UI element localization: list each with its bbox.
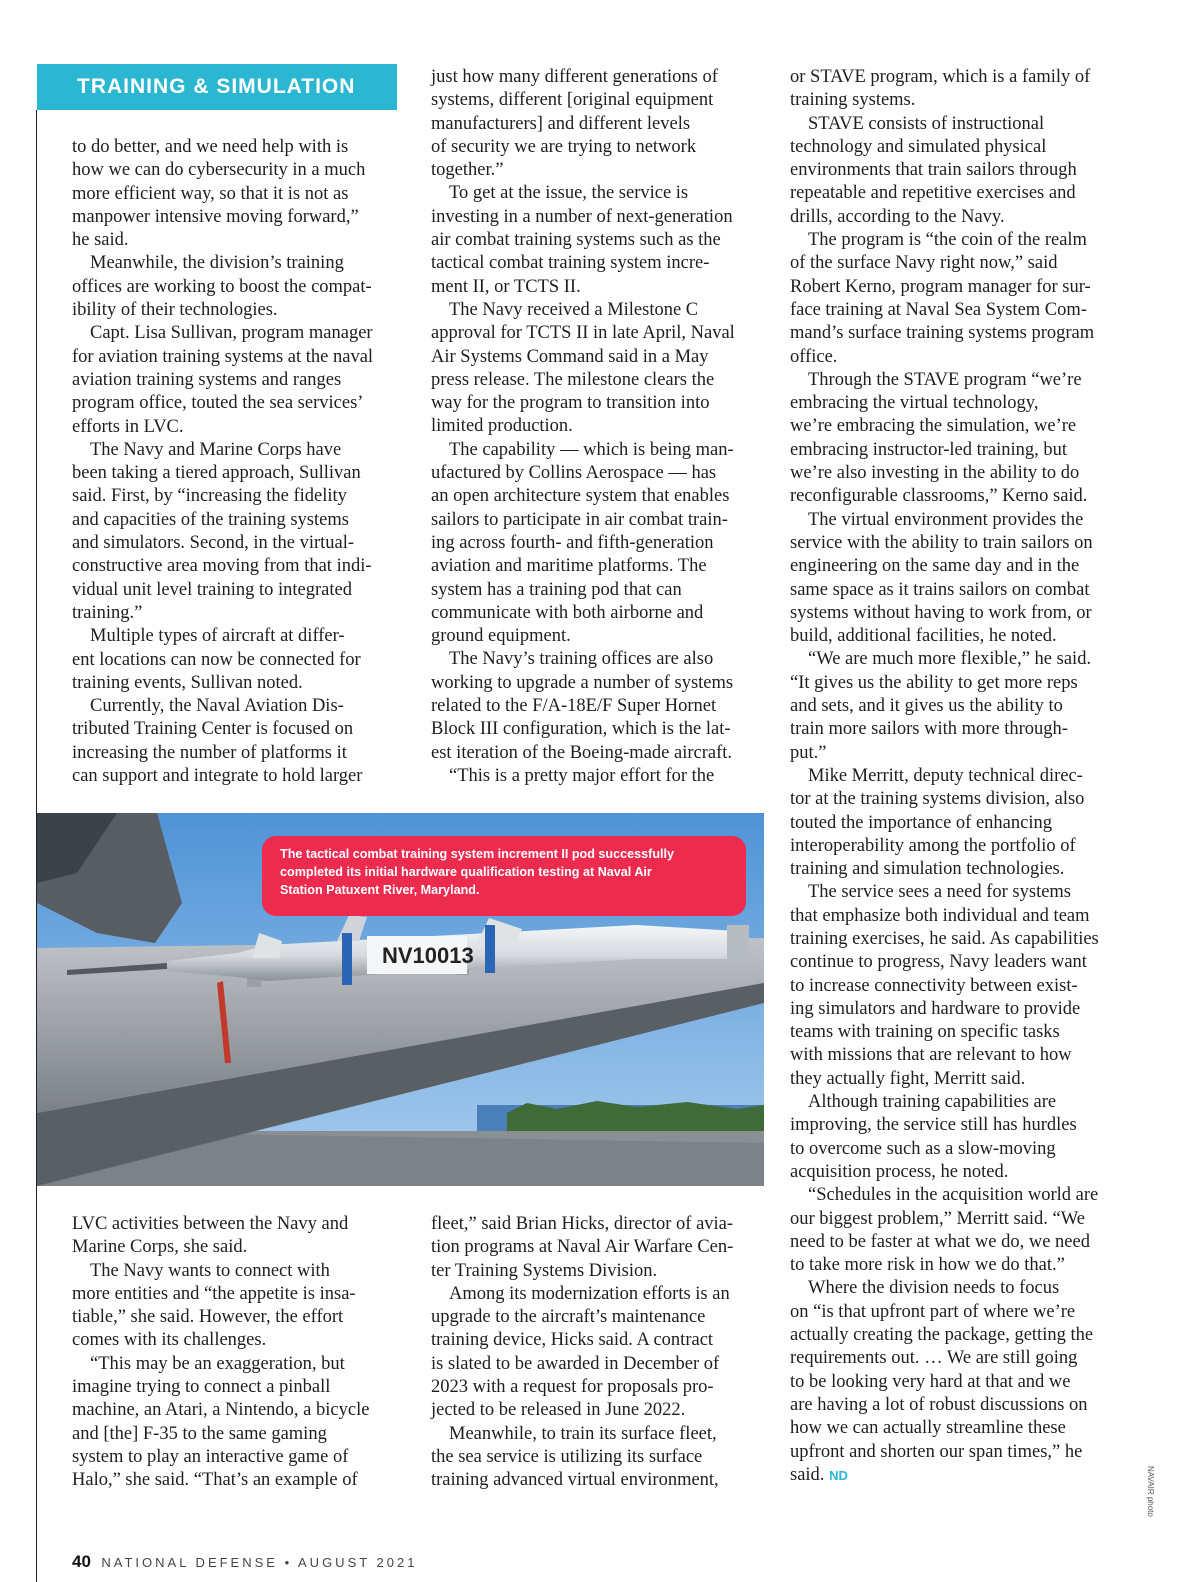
text-line: manpower intensive moving forward,”	[72, 206, 359, 227]
text-line: touted the importance of enhancing	[790, 812, 1052, 833]
text-line: The service sees a need for systems	[808, 882, 1072, 903]
text-line: efforts in LVC.	[72, 416, 184, 437]
text-line: tactical combat training system incre-	[431, 253, 710, 274]
text-line: with missions that are relevant to how	[790, 1045, 1072, 1066]
text-line: interoperability among the portfolio of	[790, 835, 1076, 856]
text-line: increasing the number of platforms it	[72, 742, 347, 763]
text-line: comes with its challenges.	[72, 1330, 267, 1351]
text-line: actually creating the package, getting the	[790, 1325, 1094, 1346]
text-line: program office, touted the sea services’	[72, 393, 364, 414]
text-line: embracing the virtual technology,	[790, 393, 1039, 414]
text-line: The Navy wants to connect with	[90, 1260, 330, 1281]
column-3	[790, 66, 1099, 1464]
text-line: been taking a tiered approach, Sullivan	[72, 463, 361, 484]
text-line: acquisition process, he noted.	[790, 1161, 1009, 1182]
text-line: our biggest problem,” Merritt said. “We	[790, 1208, 1085, 1229]
text-line: The virtual environment provides the	[808, 509, 1084, 530]
text-line: tor at the training systems division, also	[790, 789, 1085, 810]
text-line: Through the STAVE program “we’re	[808, 369, 1082, 390]
text-line: The Navy received a Milestone C	[449, 299, 699, 320]
text-line: is slated to be awarded in December of	[431, 1353, 720, 1374]
text-line: train more sailors with more through-	[790, 719, 1068, 740]
text-line: STAVE consists of instructional	[808, 113, 1045, 134]
text-line: aviation training systems and ranges	[72, 369, 342, 390]
text-line: The program is “the coin of the realm	[808, 230, 1087, 251]
text-line: together.”	[431, 160, 504, 181]
text-line: Among its modernization efforts is an	[449, 1283, 730, 1304]
text-line: manufacturers] and different levels	[431, 113, 691, 134]
page-number: 40	[72, 1552, 91, 1571]
text-line: we’re embracing the simulation, we’re	[790, 416, 1077, 437]
text-line: jected to be released in June 2022.	[431, 1400, 686, 1421]
text-line: training advanced virtual environment,	[431, 1470, 719, 1491]
text-line: Capt. Lisa Sullivan, program manager	[90, 323, 373, 344]
text-line: more entities and “the appetite is insa-	[72, 1283, 356, 1304]
photo-caption	[262, 836, 746, 916]
text-line: The Navy and Marine Corps have	[90, 439, 342, 460]
caption-line: The tactical combat training system increment II pod successfully	[280, 847, 675, 861]
text-line: are having a lot of robust discussions on	[790, 1394, 1088, 1415]
text-line: for aviation training systems at the naval	[72, 346, 374, 367]
text-line: training systems.	[790, 90, 916, 111]
text-line: investing in a number of next-generation	[431, 206, 733, 227]
text-line: ground equipment.	[431, 626, 571, 647]
text-line: Air Systems Command said in a May	[431, 346, 709, 367]
closing-text: said.	[790, 1465, 825, 1485]
caption-line: Station Patuxent River, Maryland.	[280, 883, 480, 897]
text-line: ment II, or TCTS II.	[431, 276, 581, 297]
text-line: Multiple types of aircraft at differ-	[90, 626, 345, 647]
text-line: Currently, the Naval Aviation Dis-	[90, 696, 344, 717]
text-line: training events, Sullivan noted.	[72, 672, 303, 693]
text-line: of security we are trying to network	[431, 136, 697, 157]
text-line: imagine trying to connect a pinball	[72, 1377, 331, 1398]
text-line: ing simulators and hardware to provide	[790, 998, 1081, 1019]
text-line: est iteration of the Boeing-made aircraft.	[431, 742, 733, 763]
text-line: more efficient way, so that it is not as	[72, 183, 349, 204]
text-line: Where the division needs to focus	[808, 1278, 1060, 1299]
text-line: working to upgrade a number of systems	[431, 672, 734, 693]
section-tab: TRAINING & SIMULATION	[37, 64, 397, 110]
column-3-closing-line	[790, 1464, 848, 1487]
text-line: The Navy’s training offices are also	[449, 649, 714, 670]
text-line: to increase connectivity between exist-	[790, 975, 1078, 996]
text-line: continue to progress, Navy leaders want	[790, 952, 1087, 973]
text-line: service with the ability to train sailors on	[790, 532, 1093, 553]
text-line: Robert Kerno, program manager for sur-	[790, 276, 1091, 297]
text-line: improving, the service still has hurdles	[790, 1115, 1077, 1136]
publication-info: NATIONAL DEFENSE • AUGUST 2021	[101, 1555, 418, 1570]
text-line: way for the program to transition into	[431, 393, 710, 414]
text-line: tributed Training Center is focused on	[72, 719, 354, 740]
text-line: mand’s surface training systems program	[790, 323, 1095, 344]
text-line: “This is a pretty major effort for the	[449, 765, 715, 786]
text-line: machine, an Atari, a Nintendo, a bicycle	[72, 1400, 370, 1421]
text-line: Although training capabilities are	[808, 1092, 1057, 1113]
text-line: air combat training systems such as the	[431, 230, 721, 251]
text-line: can support and integrate to hold larger	[72, 766, 363, 787]
text-line: just how many different generations of	[431, 67, 718, 87]
text-line: “It gives us the ability to get more reps	[790, 672, 1078, 693]
text-line: and [the] F-35 to the same gaming	[72, 1423, 327, 1444]
text-line: Marine Corps, she said.	[72, 1237, 248, 1258]
text-line: Halo,” she said. “That’s an example of	[72, 1470, 358, 1491]
column-1-top	[72, 136, 373, 788]
text-line: face training at Naval Sea System Com-	[790, 299, 1087, 320]
text-line: constructive area moving from that indi-	[72, 556, 372, 577]
text-line: technology and simulated physical	[790, 136, 1047, 157]
text-line: training exercises, he said. As capabilities	[790, 928, 1099, 949]
text-line: they actually fight, Merritt said.	[790, 1068, 1026, 1089]
text-line: limited production.	[431, 416, 573, 437]
text-line: and capacities of the training systems	[72, 509, 349, 530]
text-line: repeatable and repetitive exercises and	[790, 183, 1076, 204]
photo-credit: NAVAIR photo	[1146, 1466, 1155, 1517]
caption-line: completed its initial hardware qualification testing at Naval Air	[280, 865, 652, 879]
text-line: upgrade to the aircraft’s maintenance	[431, 1307, 706, 1328]
text-line: how we can do cybersecurity in a much	[72, 160, 366, 181]
end-mark-nd: ND	[829, 1468, 848, 1483]
text-line: to take more risk in how we do that.”	[790, 1255, 1065, 1276]
text-line: office.	[790, 346, 838, 367]
text-line: put.”	[790, 742, 827, 763]
text-line: systems without having to work from, or	[790, 602, 1092, 623]
text-line: to overcome such as a slow-moving	[790, 1138, 1056, 1159]
text-line: to do better, and we need help with is	[72, 137, 349, 157]
pod-marking: NV10013	[382, 943, 474, 968]
column-2-top	[431, 66, 735, 788]
text-line: the sea service is utilizing its surface	[431, 1446, 703, 1467]
text-line: system has a training pod that can	[431, 579, 682, 600]
text-line: and simulators. Second, in the virtual-	[72, 533, 355, 554]
text-line: communicate with both airborne and	[431, 602, 704, 623]
text-line: Meanwhile, the division’s training	[90, 253, 344, 274]
text-line: sailors to participate in air combat train-	[431, 509, 728, 530]
text-line: training and simulation technologies.	[790, 859, 1065, 880]
text-line: embracing instructor-led training, but	[790, 439, 1068, 460]
text-line: The capability — which is being man-	[449, 439, 734, 460]
text-line: engineering on the same day and in the	[790, 556, 1080, 577]
text-line: tiable,” she said. However, the effort	[72, 1307, 344, 1328]
text-line: tion programs at Naval Air Warfare Cen-	[431, 1237, 734, 1258]
text-line: requirements out. … We are still going	[790, 1348, 1078, 1369]
text-line: press release. The milestone clears the	[431, 369, 715, 390]
text-line: “This may be an exaggeration, but	[90, 1353, 345, 1374]
text-line: ing across fourth- and fifth-generation	[431, 532, 714, 553]
text-line: aviation and maritime platforms. The	[431, 556, 707, 577]
text-line: of the surface Navy right now,” said	[790, 253, 1058, 274]
text-line: systems, different [original equipment	[431, 90, 714, 111]
text-line: 2023 with a request for proposals pro-	[431, 1377, 714, 1398]
text-line: fleet,” said Brian Hicks, director of avia-	[431, 1214, 734, 1234]
text-line: he said.	[72, 230, 129, 251]
text-line: “We are much more flexible,” he said.	[808, 649, 1092, 670]
text-line: or STAVE program, which is a family of	[790, 67, 1091, 87]
text-line: system to play an interactive game of	[72, 1446, 349, 1467]
text-line: we’re also investing in the ability to do	[790, 463, 1080, 484]
text-line: that emphasize both individual and team	[790, 905, 1090, 926]
text-line: approval for TCTS II in late April, Naval	[431, 323, 735, 344]
text-line: build, additional facilities, he noted.	[790, 626, 1057, 647]
text-line: Mike Merritt, deputy technical direc-	[808, 765, 1083, 786]
text-line: on “is that upfront part of where we’re	[790, 1301, 1076, 1322]
text-line: ter Training Systems Division.	[431, 1260, 658, 1281]
text-line: and sets, and it gives us the ability to	[790, 696, 1063, 717]
text-line: how we can actually streamline these	[790, 1418, 1066, 1439]
text-line: to be looking very hard at that and we	[790, 1371, 1071, 1392]
text-line: drills, according to the Navy.	[790, 206, 1005, 227]
text-line: ent locations can now be connected for	[72, 649, 361, 670]
text-line: teams with training on specific tasks	[790, 1022, 1060, 1043]
text-line: training.”	[72, 602, 143, 623]
text-line: training device, Hicks said. A contract	[431, 1330, 714, 1351]
text-line: said. First, by “increasing the fidelity	[72, 486, 347, 507]
text-line: “Schedules in the acquisition world are	[808, 1185, 1099, 1206]
text-line: ufactured by Collins Aerospace — has	[431, 463, 717, 484]
text-line: Block III configuration, which is the lat-	[431, 719, 731, 740]
text-line: need to be faster at what we do, we need	[790, 1231, 1090, 1252]
text-line: upfront and shorten our span times,” he	[790, 1441, 1083, 1462]
text-line: related to the F/A-18E/F Super Hornet	[431, 696, 717, 717]
text-line: an open architecture system that enables	[431, 486, 730, 507]
text-line: To get at the issue, the service is	[449, 183, 689, 204]
text-line: ibility of their technologies.	[72, 300, 278, 321]
text-line: LVC activities between the Navy and	[72, 1214, 349, 1234]
column-2-bottom	[431, 1213, 733, 1493]
page-footer	[72, 1552, 417, 1572]
text-line: offices are working to boost the compat-	[72, 276, 372, 297]
text-line: Meanwhile, to train its surface fleet,	[449, 1423, 717, 1444]
text-line: same space as it trains sailors on combat	[790, 579, 1090, 600]
text-line: environments that train sailors through	[790, 160, 1077, 181]
text-line: vidual unit level training to integrated	[72, 579, 352, 600]
column-1-bottom	[72, 1213, 369, 1493]
text-line: reconfigurable classrooms,” Kerno said.	[790, 486, 1088, 507]
